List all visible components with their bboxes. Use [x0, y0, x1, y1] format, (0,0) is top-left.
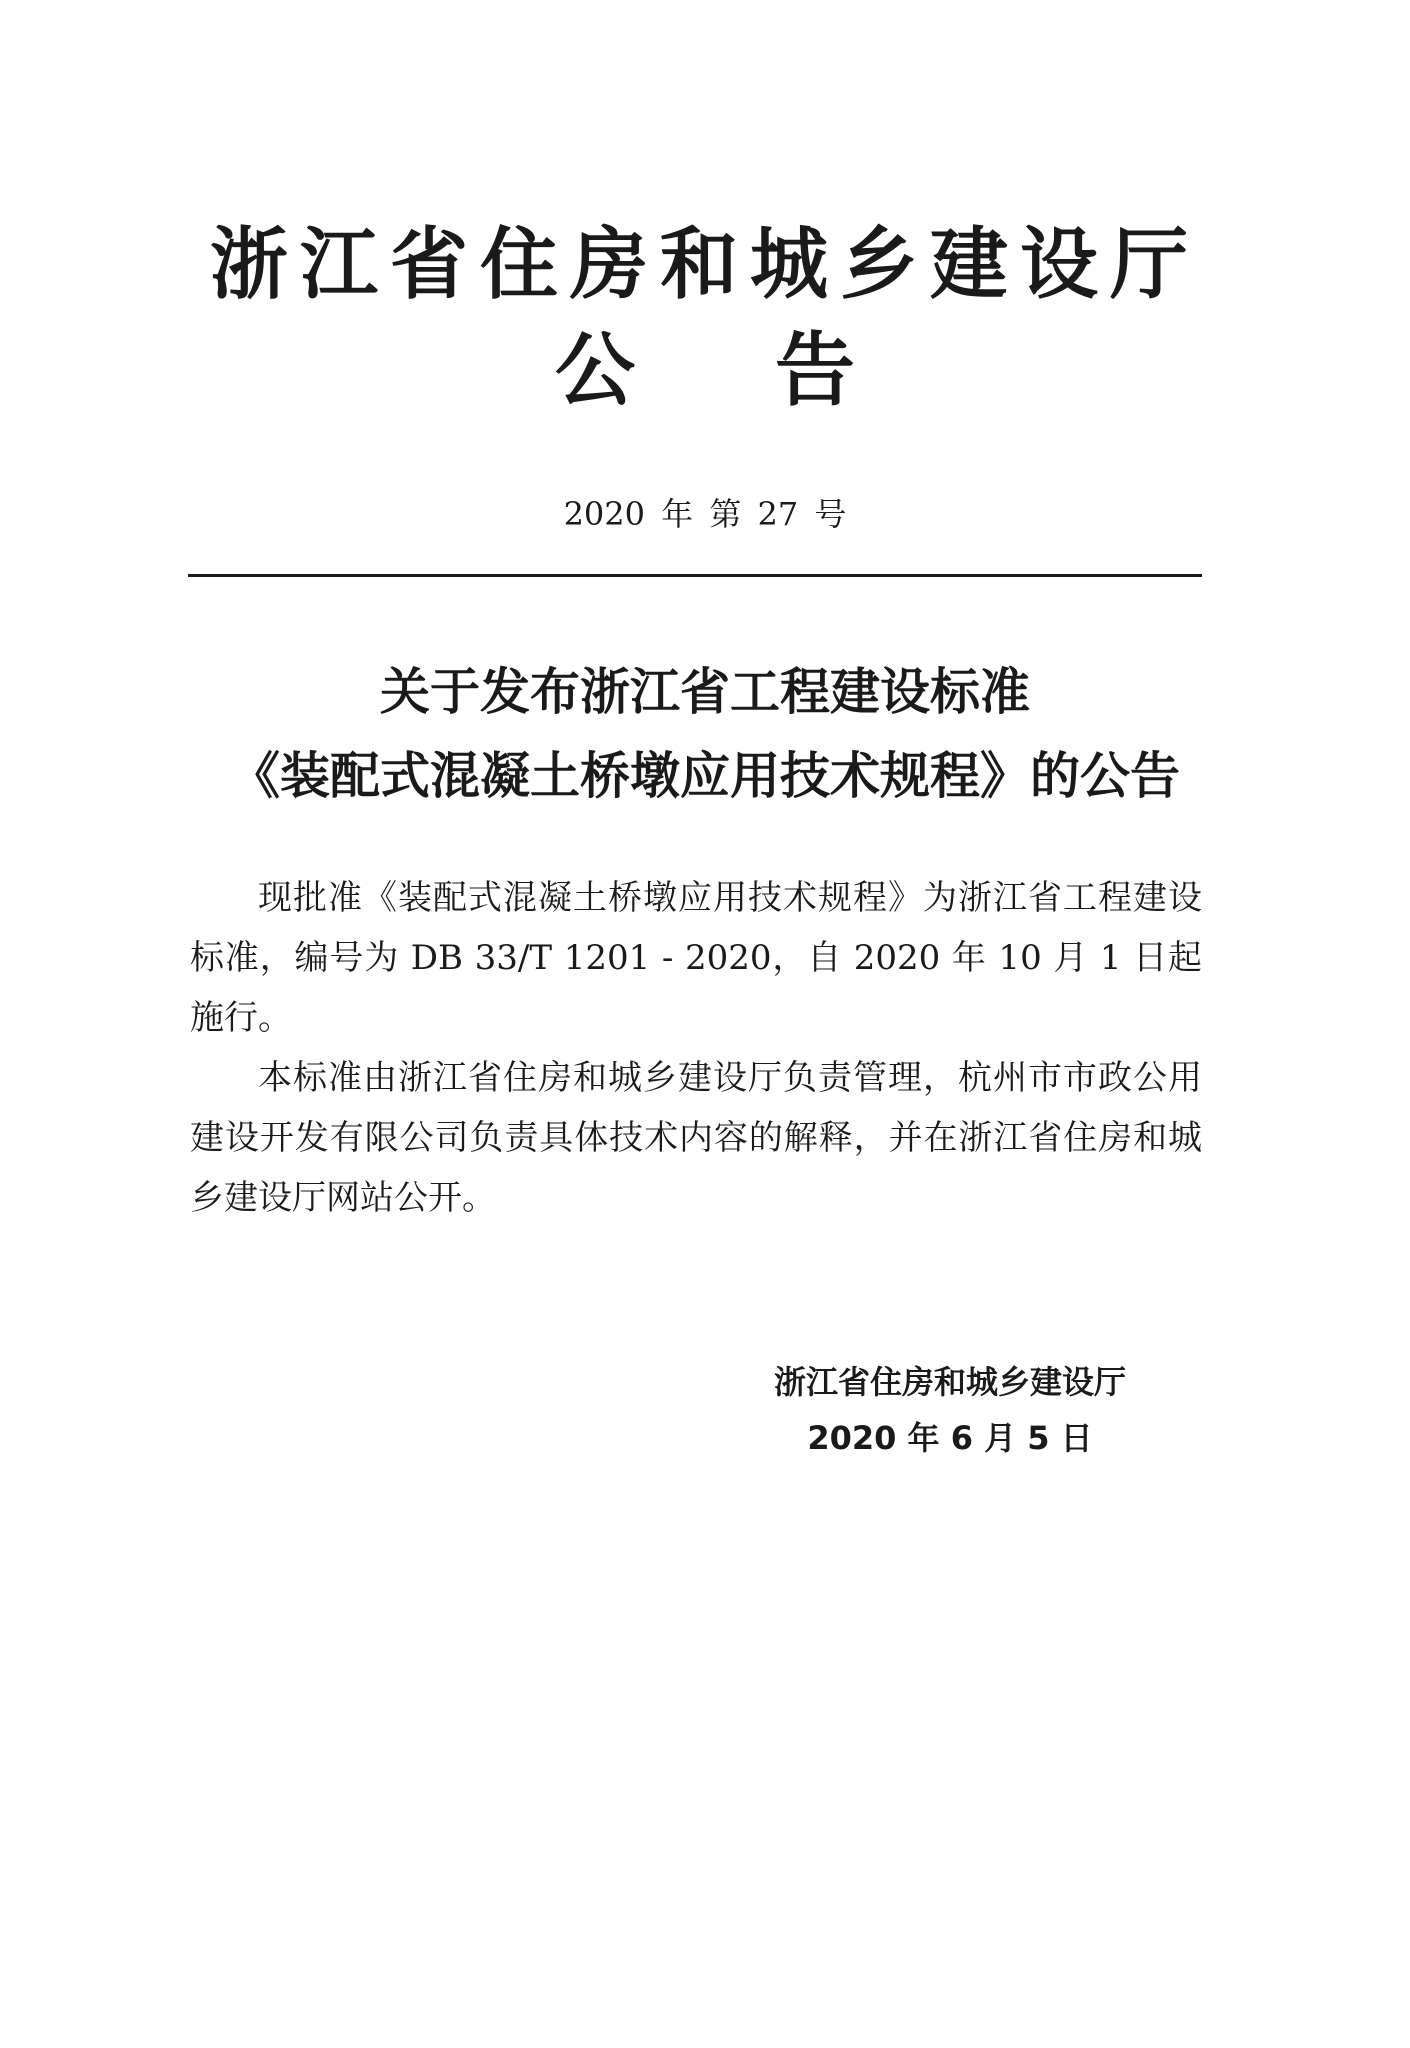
body-paragraph-2: 本标准由浙江省住房和城乡建设厅负责管理，杭州市市政公用建设开发有限公司负责具体技术内容的解释，并在浙江省住房和城乡建设厅网站公开。 — [190, 1058, 1202, 1218]
body-paragraph-1: 现批准《装配式混凝土桥墩应用技术规程》为浙江省工程建设标准，编号为 DB 33/T 1201 - 2020，自 2020 年 10 月 1 日起施行。 — [190, 878, 1202, 1038]
document-title-line-2: 《装配式混凝土桥墩应用技术规程》的公告 — [230, 746, 1180, 805]
document-title-line-1: 关于发布浙江省工程建设标准 — [380, 662, 1030, 721]
issue-number: 2020 年 第 27 号 — [563, 495, 847, 533]
header-divider — [188, 574, 1202, 577]
signature-block — [720, 1354, 1180, 1466]
document-body — [190, 868, 1202, 1228]
signature-issuer: 浙江省住房和城乡建设厅 — [773, 1363, 1126, 1401]
signature-date: 2020 年 6 月 5 日 — [807, 1419, 1093, 1457]
agency-title: 浙江省住房和城乡建设厅 — [209, 220, 1200, 310]
document-title — [0, 650, 1410, 818]
notice-label: 公告 — [555, 324, 995, 417]
